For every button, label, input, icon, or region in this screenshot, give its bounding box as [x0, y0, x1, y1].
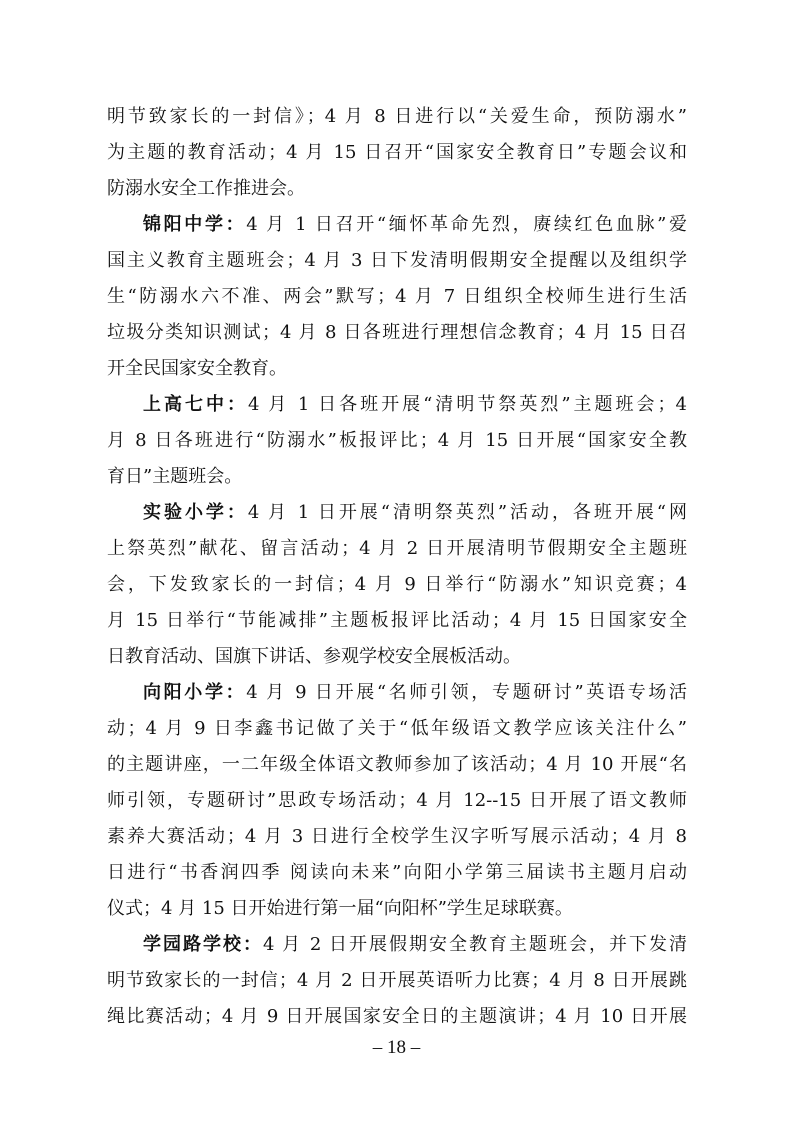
text-line — [107, 927, 687, 963]
text-span: 4 月 9 日开展“名师引领，专题研讨”英语专场活 — [246, 682, 687, 703]
text-line: 月 8 日各班进行“防溺水”板报评比；4 月 15 日开展“国家安全教 — [107, 430, 687, 451]
text-line: 垃圾分类知识测试；4 月 8 日各班进行理想信念教育；4 月 15 日召 — [107, 322, 687, 343]
school-name-label: 学园路学校： — [143, 934, 263, 955]
school-name-label: 实验小学： — [143, 502, 248, 523]
school-name-label: 向阳小学： — [143, 682, 247, 703]
text-line — [107, 495, 687, 531]
page-number: – 18 – — [372, 1037, 421, 1058]
text-line: 明节致家长的一封信》；4 月 8 日进行以“关爱生命，预防溺水” — [107, 106, 687, 127]
paragraph-xueyuan-road-school — [107, 927, 687, 1035]
paragraph-shanggao-no7-middle-school — [107, 387, 687, 495]
text-span: 4 月 1 日各班开展“清明节祭英烈”主题班会；4 — [248, 394, 687, 415]
document-body — [107, 99, 687, 1035]
paragraph-continuation — [107, 99, 687, 207]
school-name-label: 上高七中： — [143, 394, 249, 415]
text-line: 为主题的教育活动；4 月 15 日召开“国家安全教育日”专题会议和 — [107, 142, 687, 163]
text-line: 绳比赛活动；4 月 9 日开展国家安全日的主题演讲；4 月 10 日开展 — [107, 1006, 687, 1027]
text-line: 防溺水安全工作推进会。 — [107, 178, 305, 199]
text-span: 4 月 1 日召开“缅怀革命先烈，赓续红色血脉”爱 — [246, 214, 687, 235]
text-line: 明节致家长的一封信；4 月 2 日开展英语听力比赛；4 月 8 日开展跳 — [107, 970, 687, 991]
text-line: 仪式；4 月 15 日开始进行第一届“向阳杯”学生足球联赛。 — [107, 898, 573, 919]
paragraph-experimental-primary-school — [107, 495, 687, 675]
text-span: 4 月 1 日开展“清明祭英烈”活动，各班开展“网 — [247, 502, 687, 523]
text-line: 开全民国家安全教育。 — [107, 358, 287, 379]
paragraph-xiangyang-primary-school — [107, 675, 687, 927]
text-line: 国主义教育主题班会；4 月 3 日下发清明假期安全提醒以及组织学 — [107, 250, 687, 271]
text-line: 日进行“书香润四季 阅读向未来”向阳小学第三届读书主题月启动 — [107, 862, 687, 883]
text-line — [107, 675, 687, 711]
text-line: 日教育活动、国旗下讲话、参观学校安全展板活动。 — [107, 646, 521, 667]
school-name-label: 锦阳中学： — [143, 214, 247, 235]
paragraph-jinyang-middle-school — [107, 207, 687, 387]
text-line: 会，下发致家长的一封信；4 月 9 日举行“防溺水”知识竞赛；4 — [107, 574, 687, 595]
text-line — [107, 387, 687, 423]
text-line: 育日”主题班会。 — [107, 466, 243, 487]
text-line: 的主题讲座，一二年级全体语文教师参加了该活动；4 月 10 开展“名 — [107, 754, 687, 775]
text-line — [107, 207, 687, 243]
text-line: 月 15 日举行“节能减排”主题板报评比活动；4 月 15 日国家安全 — [107, 610, 687, 631]
text-line: 素养大赛活动；4 月 3 日进行全校学生汉字听写展示活动；4 月 8 — [107, 826, 687, 847]
text-line: 师引领，专题研讨”思政专场活动；4 月 12--15 日开展了语文教师 — [107, 790, 687, 811]
text-line: 生“防溺水六不准、两会”默写；4 月 7 日组织全校师生进行生活 — [107, 286, 687, 307]
text-line: 动；4 月 9 日李鑫书记做了关于“低年级语文教学应该关注什么” — [107, 718, 687, 739]
text-line: 上祭英烈”献花、留言活动；4 月 2 日开展清明节假期安全主题班 — [107, 538, 687, 559]
text-span: 4 月 2 日开展假期安全教育主题班会，并下发清 — [262, 934, 687, 955]
